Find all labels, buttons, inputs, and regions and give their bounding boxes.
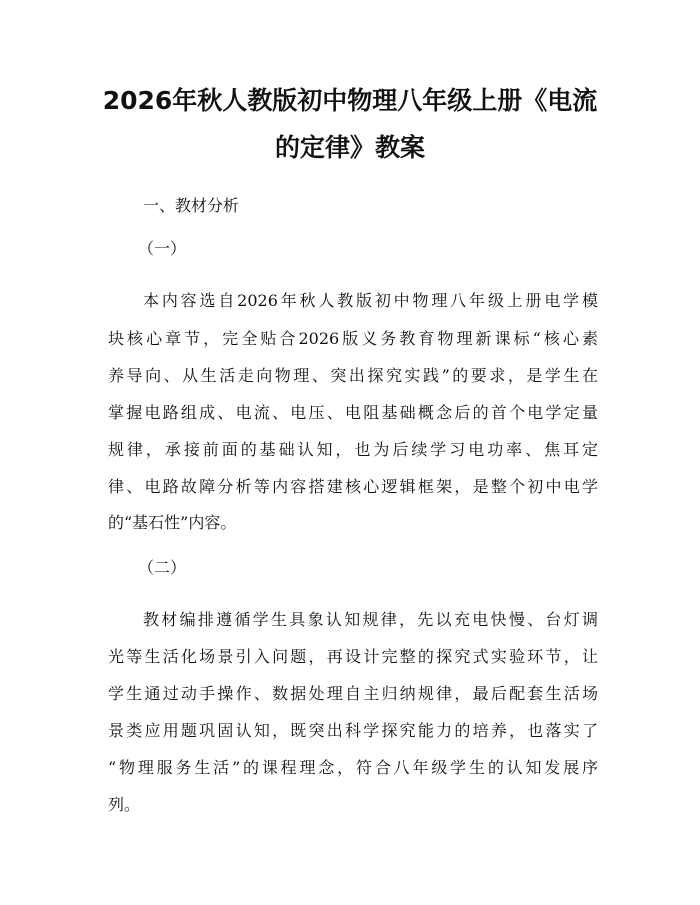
paragraph-2-line: 学生通过动手操作、数据处理自主归纳规律，最后配套生活场 — [108, 684, 598, 703]
paragraph-1-line: 养导向、从生活走向物理、突出探究实践”的要求，是学生在 — [108, 366, 598, 385]
paragraph-2-line: 列。 — [108, 795, 141, 814]
subsection-label-1: （一） — [138, 239, 187, 258]
paragraph-1-line: 掌握电路组成、电流、电压、电阻基础概念后的首个电学定量 — [108, 403, 598, 422]
paragraph-1-line: 本内容选自2026年秋人教版初中物理八年级上册电学模 — [143, 291, 598, 310]
paragraph-2-line: 光等生活化场景引入问题，再设计完整的探究式实验环节，让 — [108, 647, 598, 666]
subsection-label-2: （二） — [138, 558, 187, 577]
document-title-line-2: 的定律》教案 — [274, 133, 425, 162]
section-heading-textbook-analysis: 一、教材分析 — [143, 196, 240, 215]
paragraph-2-line: “物理服务生活”的课程理念，符合八年级学生的认知发展序 — [108, 758, 598, 777]
paragraph-2-line: 教材编排遵循学生具象认知规律，先以充电快慢、台灯调 — [143, 610, 598, 629]
paragraph-1-line: 律、电路故障分析等内容搭建核心逻辑框架，是整个初中电学 — [108, 477, 598, 496]
paragraph-1-line: 的“基石性”内容。 — [108, 513, 237, 532]
paragraph-1-line: 块核心章节，完全贴合2026版义务教育物理新课标“核心素 — [108, 329, 598, 348]
paragraph-2-line: 景类应用题巩固认知，既突出科学探究能力的培养，也落实了 — [108, 721, 598, 740]
paragraph-1-line: 规律，承接前面的基础认知，也为后续学习电功率、焦耳定 — [108, 440, 598, 459]
document-title-line-1: 2026年秋人教版初中物理八年级上册《电流 — [102, 86, 598, 115]
